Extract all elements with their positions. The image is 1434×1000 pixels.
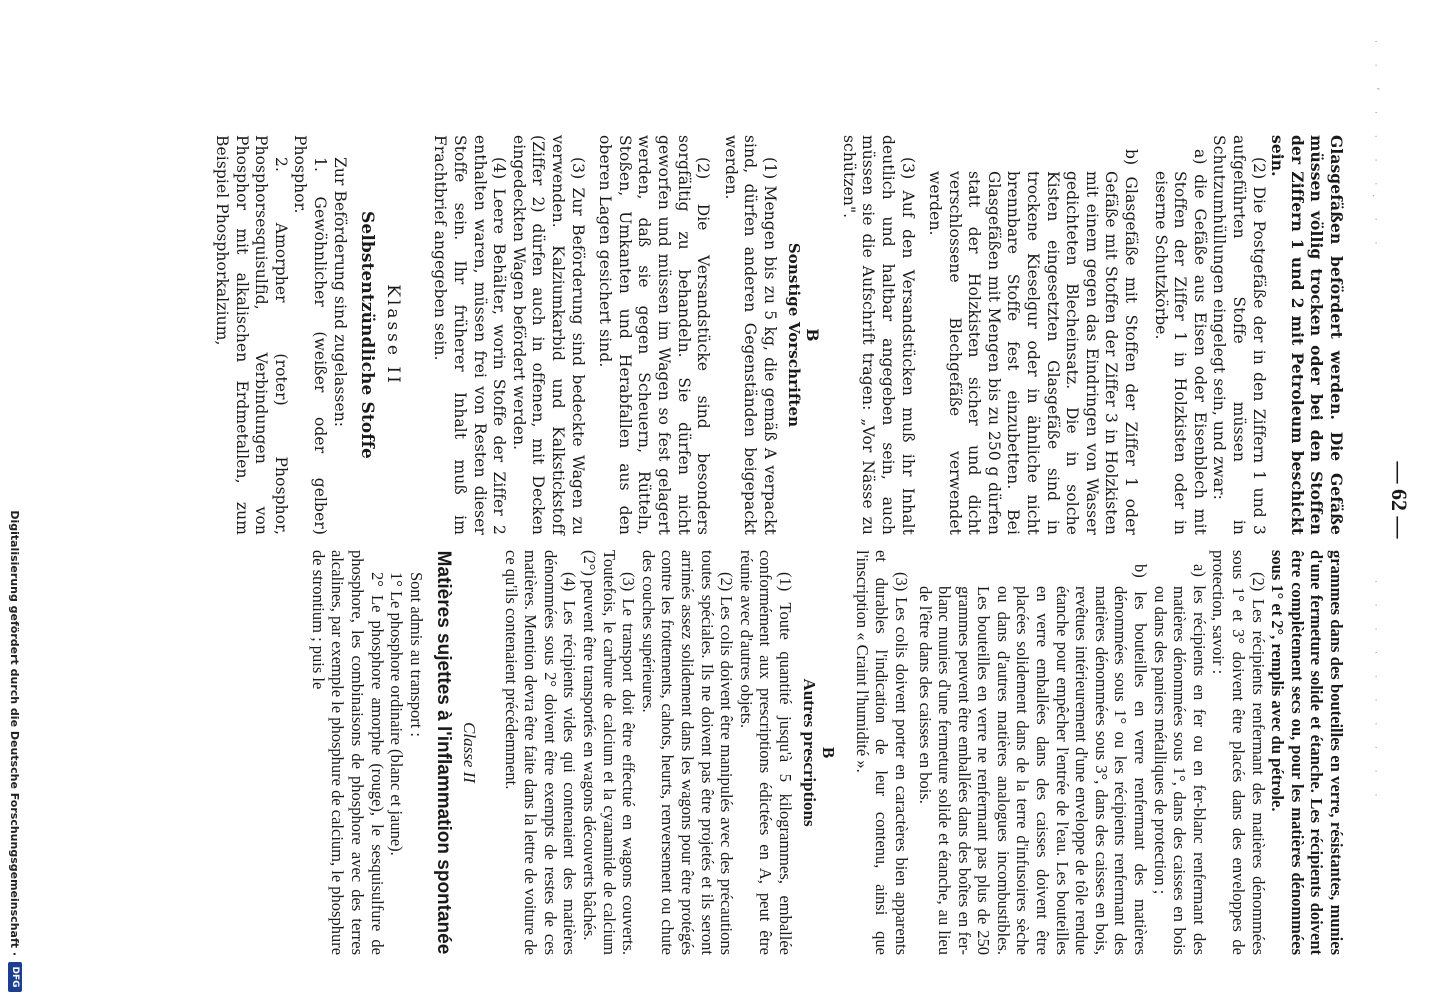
- german-rule-2: (2) Die Versandstücke sind besonders sorgfältig zu behandeln. Sie dürfen nicht geworfen und müssen im Wagen so fest gelagert werden, daß sie gegen Scheuern, Rütteln, Stoßen, Umkanten und Herabfallen aus den oberen Lagen gesichert sind.: [596, 135, 713, 535]
- french-column: [308, 550, 1346, 955]
- margin-marks-left: · · ‘ · · · ·. · ·: [1370, 40, 1380, 254]
- french-admit: Sont admis au transport :: [406, 572, 426, 737]
- german-admit: Zur Beförderung sind zugelassen:: [330, 157, 349, 428]
- german-rule-4: (4) Leere Behälter, worin Stoffe der Ziffer 2 enthalten waren, müssen frei von Resten dieser Stoffe sein. Ihr früherer Inhalt muß im Frachtbrief angegeben sein.: [431, 135, 509, 535]
- french-para-2b: b) les bouteilles en verre renfermant des matières dénommées sous 1° ou les récipients renfermant des matières dénommées sous 3°, dans des caisses en bois, revêtues intérieurement d'une enveloppe de tôle rendue étanche pour empêcher l'entrée de l'eau. Les bouteilles en verre emballées dans des caisses doivent être placées solidement dans de la terre d'infusoires sèche ou dans d'autres matières analogues incombustibles. Les bouteilles en verre ne renfermant pas plus de 250 grammes peuvent être emballées dans des boîtes en fer-blanc munies d'une fermeture solide et étanche, au lieu de l'être dans des caisses en bois.: [915, 564, 1151, 955]
- german-para-2: (2) Die Postgefäße der in den Ziffern 1 und 3 aufgeführten Stoffe müssen in Schutzumhüllungen eingelegt sein, und zwar:: [1210, 135, 1268, 535]
- french-para-1: grammes dans des bouteilles en verre, résistantes, munies d'une fermeture solide et étanche. Les récipients doivent être complètement secs ou, pour les matières dénommées sous 1° et 2°, remplis avec du pétrole.: [1268, 550, 1346, 955]
- french-rule-2: (2) Les colis doivent être manipulés avec des précautions toutes spéciales. Ils ne doivent pas être projetés et ils seront arrimés assez solidement dans les wagons pour être protégés contre les frottements, cahots, heurts, renversement ou chute des couches supérieures.: [638, 550, 737, 955]
- page-number: — 62 —: [1387, 461, 1412, 539]
- dfg-logo: DFG: [8, 962, 22, 992]
- french-section-letter: B: [819, 746, 839, 759]
- german-para-3: (3) Auf den Versandstücken muß ihr Inhalt deutlich und haltbar angegeben sein, auch müssen sie die Aufschrift tragen: „Vor Nässe zu schützen".: [839, 135, 917, 535]
- french-rule-3: (3) Le transport doit être effectué en wagons couverts. Toutefois, le carbure de calcium et la cyanamide de calcium (2°) peuvent être transportés en wagons découverts bâchés.: [580, 550, 639, 955]
- french-item-1: 1° Le phosphore ordinaire (blanc et jaune).: [387, 572, 407, 856]
- german-item-2: 2. Amorpher (roter) Phosphor, Phosphorsesquisulfid, Verbindungen von Phosphor mit alkalischen Erdmetallen, zum Beispiel Phosphorkalzium,: [213, 135, 290, 535]
- french-para-3: (3) Les colis doivent porter en caractères bien apparents et durables l'indication de leur contenu, ainsi que l'inscription « Craint l'humidité ».: [852, 550, 911, 955]
- german-class-title: Selbstentzündliche Stoffe: [357, 211, 378, 459]
- german-section-letter: B: [803, 328, 823, 342]
- digitization-credit-text: Digitalisierung gefördert durch die Deutsche Forschungsgemeinschaft ·: [8, 510, 22, 956]
- french-class-title: Matières sujettes à l'inflammation spontanée: [433, 550, 455, 955]
- german-para-2a: a) die Gefäße aus Eisen oder Eisenblech mit Stoffen der Ziffer 1 in Holzkisten oder in eiserne Schutzkörbe.: [1151, 149, 1209, 535]
- french-section-title: Autres prescriptions: [799, 678, 819, 827]
- digitization-credit: [6, 6, 24, 992]
- german-column: [212, 135, 1346, 535]
- french-rule-1: (1) Toute quantité jusqu'à 5 kilogrammes, emballée conformément aux prescriptions édictées en A, peut être réunie avec d'autres objets.: [736, 550, 795, 955]
- german-para-1: Glasgefäßen befördert werden. Die Gefäße müssen völlig trocken oder bei den Stoffen der Ziffern 1 und 2 mit Petroleum beschickt sein.: [1268, 135, 1346, 535]
- german-rule-1: (1) Mengen bis zu 5 kg, die gemäß A verpackt sind, dürfen anderen Gegenständen beigepackt werden.: [721, 135, 779, 535]
- german-class-label: Klasse II: [382, 284, 403, 386]
- french-rule-4: (4) Les récipients vides qui contenaient des matières dénommées sous 2° doivent être exempts de restes de ces matières. Mention devra être faite dans la lettre de voiture de ce qu'ils contenaient précédemment.: [501, 550, 580, 955]
- german-section-title: Sonstige Vorschriften: [784, 242, 803, 428]
- german-item-1: 1. Gewöhnlicher (weißer oder gelber) Phosphor.: [291, 135, 330, 535]
- french-para-2a: a) les récipients en fer ou en fer-blanc renfermant des matières dénommées sous 1°, dans des caisses en bois ou dans des paniers métalliques de protection ;: [1150, 564, 1209, 955]
- german-para-2b: b) Glasgefäße mit Stoffen der Ziffer 1 oder Gefäße mit Stoffen der Ziffer 3 in Holzkisten mit einem gegen das Eindringen von Wasser gedichteten Blecheinsatz. Die in solche Kisten eingesetzten Glasgefäße sind in trockene Kieselgur oder in ähnliche nicht brennbare Stoffe fest einzubetten. Bei Glasgefäßen mit Mengen bis zu 250 g dürfen statt der Holzkisten sicher und dicht verschlossene Blechgefäße verwendet werden.: [926, 149, 1141, 535]
- margin-marks-right: · · · · · · · · · ·: [1370, 580, 1380, 806]
- french-item-2: 2° Le phosphore amorphe (rouge), le sesquisulfure de phosphore, les combinaisons de phosphore avec des terres alcalines, par exemple le phosphure de calcium, le phosphure de strontium ; puis le: [308, 550, 387, 956]
- french-class-label: Classe II: [460, 722, 480, 783]
- german-rule-3: (3) Zur Beförderung sind bedeckte Wagen zu verwenden. Kalziumkarbid und Kalkstickstoff (Ziffer 2) dürfen auch in offenen, mit Decken eingedeckten Wagen befördert werden.: [509, 135, 587, 535]
- french-para-2: (2) Les récipients renfermant des matières dénommées sous 1° et 3° doivent être placés dans des enveloppes de protection, savoir :: [1209, 550, 1268, 955]
